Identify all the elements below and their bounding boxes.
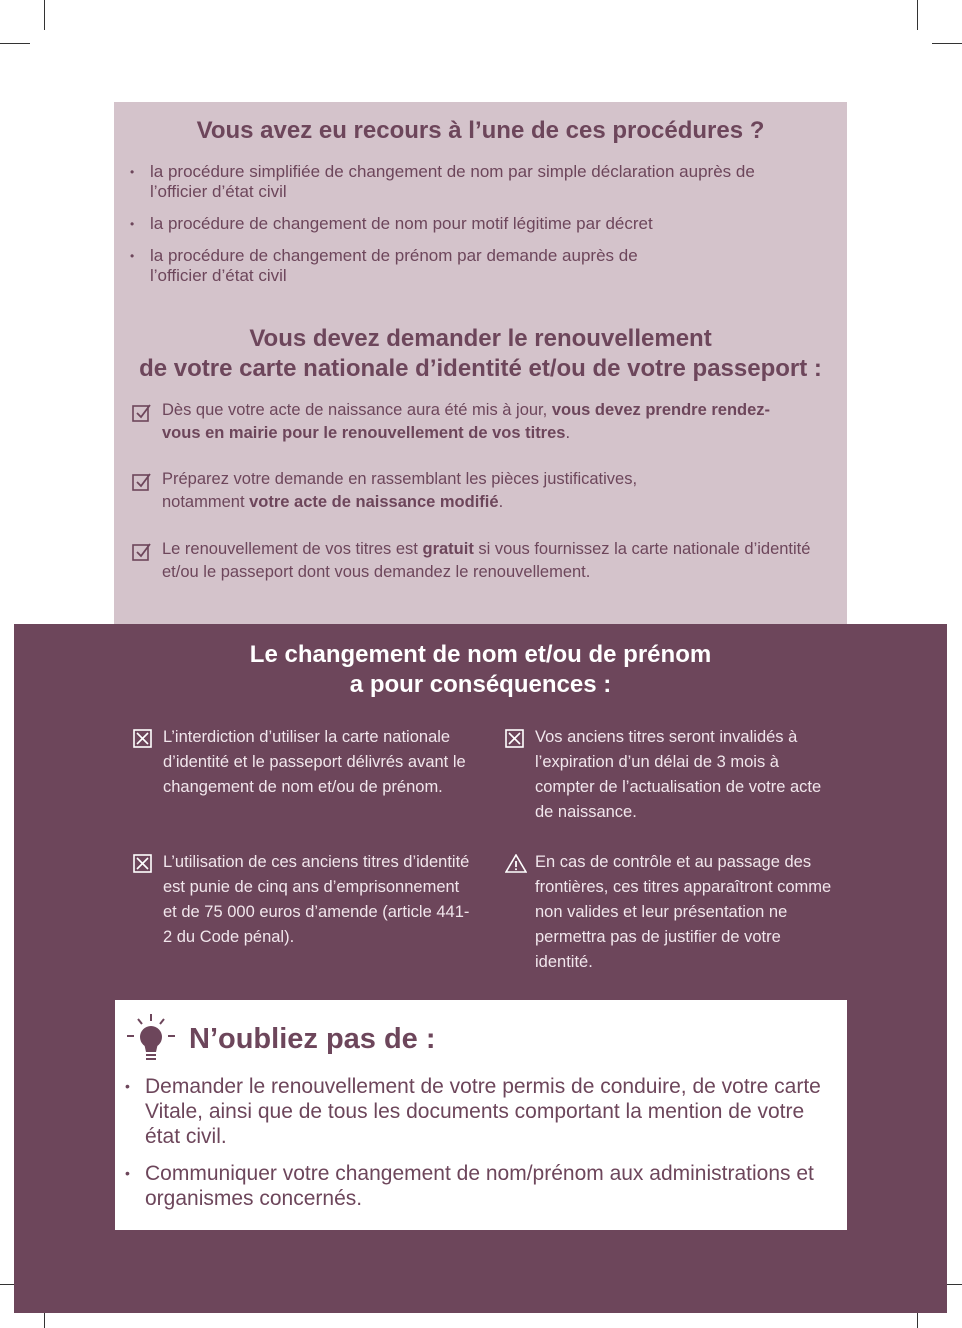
renewal-title: [114, 324, 847, 384]
title-line: a pour conséquences :: [349, 671, 612, 698]
list-item: • la procédure de changement de nom pour motif légitime par décret: [130, 214, 810, 234]
crop-mark: [932, 43, 962, 44]
consequence-item: [505, 725, 835, 825]
checkbox-check-icon: [132, 403, 152, 423]
reminder-title: N’oubliez pas de :: [189, 1023, 436, 1055]
crop-mark: [0, 43, 30, 44]
crop-mark: [44, 0, 45, 30]
consequence-item: [133, 850, 473, 950]
warning-icon: [505, 854, 527, 873]
text: .: [498, 493, 504, 511]
renewal-item: [132, 468, 712, 514]
list-item: • la procédure simplifiée de changement de nom par simple déclaration auprès de l’officier d’état civil: [130, 162, 810, 202]
procedures-title: Vous avez eu recours à l’une de ces procédures ?: [196, 117, 765, 144]
cross-box-icon: [133, 854, 152, 873]
title-line: de votre carte nationale d’identité et/ou de votre passeport :: [139, 355, 822, 382]
cross-box-icon: [505, 729, 524, 748]
text: En cas de contrôle et au passage des frontières, ces titres apparaîtront comme non valides et leur présentation ne permettra pas de justifier de votre identité.: [535, 853, 832, 971]
reminder-section: [115, 1000, 847, 1230]
list-item: • Demander le renouvellement de votre permis de conduire, de votre carte Vitale, ainsi que de tous les documents comportant la mention de votre état civil.: [125, 1074, 835, 1149]
list-item: • Communiquer votre changement de nom/prénom aux administrations et organismes concernés.: [125, 1161, 835, 1211]
text: si vous fournissez la carte nationale d’identité et/ou le passeport dont vous demandez le renouvellement.: [162, 540, 811, 581]
bold-text: vous devez prendre rendez-vous en mairie pour le renouvellement de vos titres: [162, 401, 771, 442]
title-line: Vous devez demander le renouvellement: [249, 325, 712, 352]
renewal-item: [132, 538, 812, 584]
lightbulb-icon: [125, 1012, 177, 1064]
text: L’utilisation de ces anciens titres d’identité est punie de cinq ans d’emprisonnement et de 75 000 euros d’amende (article 441-2 du Code pénal).: [163, 853, 470, 946]
renewal-item: [132, 399, 772, 445]
text: Dès que votre acte de naissance aura été mis à jour,: [162, 401, 552, 419]
text: Préparez votre demande en rassemblant les pièces justificatives, notamment: [162, 470, 638, 511]
title-line: Le changement de nom et/ou de prénom: [249, 641, 712, 668]
text: .: [565, 424, 571, 442]
bold-text: gratuit: [422, 540, 474, 558]
crop-mark: [917, 0, 918, 30]
checkbox-check-icon: [132, 542, 152, 562]
text: Le renouvellement de vos titres est: [162, 540, 423, 558]
consequence-item: [505, 850, 835, 975]
text: L’interdiction d’utiliser la carte nationale d’identité et le passeport délivrés avant le changement de nom et/ou de prénom.: [163, 728, 466, 796]
procedures-section: [114, 102, 847, 624]
cross-box-icon: [133, 729, 152, 748]
text: Vos anciens titres seront invalidés à l’expiration d’un délai de 3 mois à compter de l’actualisation de votre acte de naissance.: [535, 728, 822, 821]
list-item: • la procédure de changement de prénom par demande auprès de l’officier d’état civil: [130, 246, 650, 286]
bold-text: votre acte de naissance modifié: [249, 493, 499, 511]
consequences-title: [14, 640, 947, 700]
checkbox-check-icon: [132, 472, 152, 492]
consequence-item: [133, 725, 473, 800]
